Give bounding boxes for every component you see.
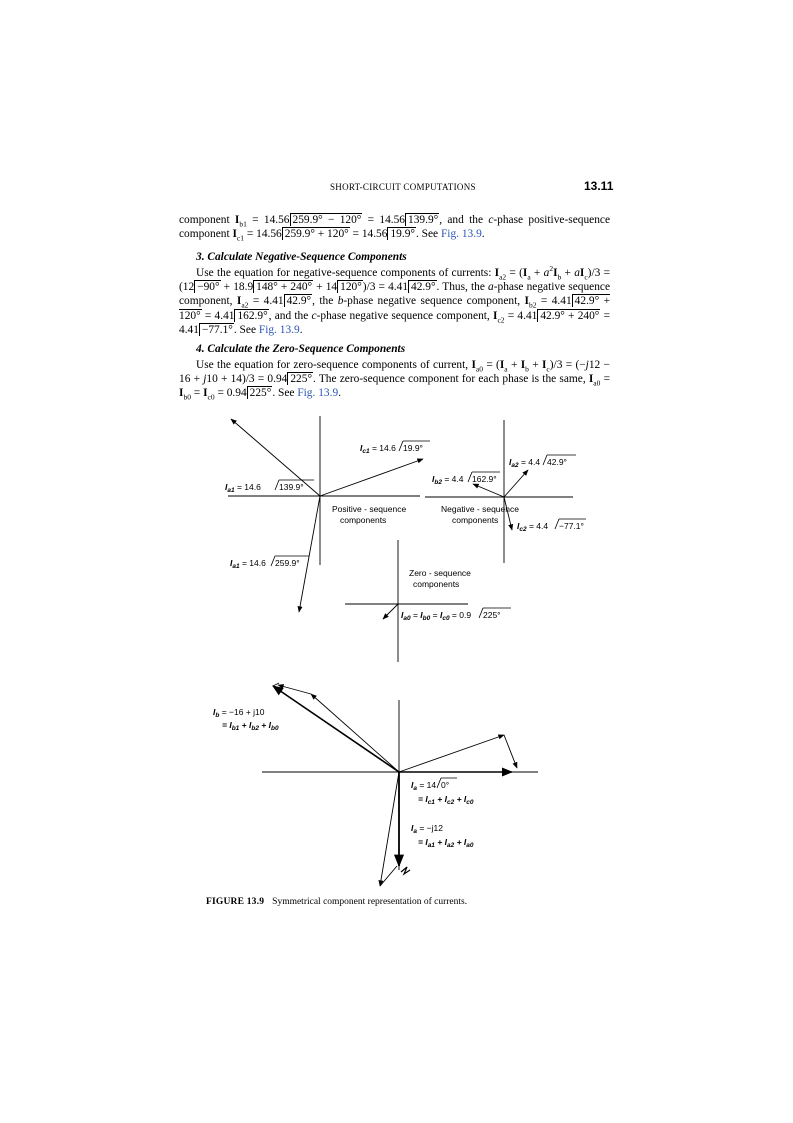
symbol: I <box>541 359 547 371</box>
angle-value: 162.9° <box>234 309 268 322</box>
angle-value: −77.1° <box>199 323 234 336</box>
label-subscript: b2 <box>434 479 442 486</box>
text-run: + <box>561 267 575 279</box>
page-number: 13.11 <box>584 179 614 193</box>
text-run: -phase negative sequence component, <box>343 295 525 308</box>
symbol: I <box>236 295 242 308</box>
label-ib-sum <box>222 720 279 732</box>
text-run: , the <box>312 295 338 308</box>
text-run: = 14.56 <box>349 228 388 241</box>
label-symbol: = I <box>418 837 428 847</box>
subscript: c2 <box>497 314 505 324</box>
text-run: component <box>179 214 235 226</box>
italic-letter: a <box>574 267 580 279</box>
subscript: c1 <box>236 233 244 243</box>
label-value: = −j12 <box>417 823 443 833</box>
label-ia-sum <box>418 794 474 806</box>
italic-letter: c <box>488 214 494 226</box>
label-subscript: b2 <box>251 725 259 732</box>
label-ib2-angle: 162.9° <box>472 474 497 484</box>
label-symbol: I <box>411 823 414 833</box>
label-zero-angle: 225° <box>483 610 501 620</box>
label-subscript: b0 <box>422 615 431 622</box>
angle-value: 19.9° <box>387 227 416 240</box>
label-symbol: I <box>517 521 520 531</box>
label-subscript: c2 <box>446 799 455 806</box>
ib1-phasor <box>299 496 320 612</box>
label-zero-sequence <box>401 610 471 622</box>
angle-value: 259.9° − 120° <box>290 213 363 226</box>
neg-caption-line2: components <box>452 515 499 525</box>
text-run: + 18.9 <box>220 281 254 294</box>
symbol: I <box>232 228 237 241</box>
zero-tip-mark <box>401 867 410 874</box>
label-symbol: I <box>509 457 512 467</box>
symbol: I <box>499 359 505 371</box>
label-symbol: I <box>432 474 435 484</box>
subscript: b <box>557 272 562 282</box>
label-symbol: I <box>411 780 414 790</box>
resultant-diagram <box>262 683 538 886</box>
label-subscript: a0 <box>466 842 474 849</box>
ic1-phasor <box>320 459 423 496</box>
text-run: )/3 = 4.41 <box>362 281 409 294</box>
zero-caption-line2: components <box>413 579 460 589</box>
label-symbol: + I <box>239 720 252 730</box>
label-value: = <box>410 610 421 620</box>
label-symbol: + I <box>454 794 467 804</box>
angle-value: 120° <box>337 280 363 293</box>
label-subscript: c0 <box>442 615 450 622</box>
label-value: = 14.6 <box>239 558 266 568</box>
italic-letter: j <box>203 373 207 386</box>
figure-caption <box>206 897 467 907</box>
text-run: . <box>481 228 485 241</box>
label-subscript: a1 <box>227 487 235 494</box>
zero-caption-line1: Zero - sequence <box>409 568 471 578</box>
italic-letter: j <box>585 359 589 371</box>
symbol: I <box>522 267 528 279</box>
label-subscript: b <box>215 712 220 719</box>
subscript: b2 <box>528 300 537 310</box>
label-symbol: + I <box>258 720 271 730</box>
label-value: = 4.4 <box>518 457 541 467</box>
symbol: I <box>588 373 594 386</box>
figure-link[interactable]: Fig. 13.9 <box>440 228 482 241</box>
text-run: , and the <box>439 214 489 226</box>
neg-caption-line1: Negative - sequence <box>441 504 519 514</box>
ia1-component <box>399 735 504 772</box>
symbol: I <box>203 387 208 400</box>
angle-value: 225° <box>247 386 273 399</box>
label-ib1-angle: 259.9° <box>275 558 300 568</box>
label-ic1 <box>360 443 396 455</box>
angle-value: 42.9° <box>408 280 437 293</box>
text-run: = 0.94 <box>214 387 247 400</box>
label-symbol: I <box>360 443 363 453</box>
subscript: c0 <box>207 392 215 402</box>
caption-text: Symmetrical component representation of currents. <box>272 897 468 907</box>
label-ic2 <box>517 521 548 533</box>
subscript: a0 <box>475 364 483 374</box>
negative-sequence-diagram <box>425 420 573 563</box>
text-run: + <box>507 359 521 371</box>
label-symbol: I <box>225 482 228 492</box>
label-subscript: c1 <box>427 799 435 806</box>
text-run: = 14.56 <box>362 214 406 226</box>
label-subscript: b0 <box>271 725 279 732</box>
label-symbol: = I <box>222 720 232 730</box>
subscript: b1 <box>239 219 247 229</box>
text-run: = 4.41 <box>536 295 572 308</box>
label-value: = 14 <box>417 780 437 790</box>
label-ia-resultant <box>411 780 436 792</box>
angle-value: 42.9° <box>284 294 313 307</box>
ib-resultant-phasor <box>273 686 399 772</box>
label-ia2 <box>509 457 540 469</box>
label-subscript: a <box>413 828 417 835</box>
text-run: = 14.56 <box>246 214 290 226</box>
angle-value: 225° <box>287 372 313 385</box>
ia2-phasor <box>504 470 528 497</box>
label-symbol: I <box>230 558 233 568</box>
text-run: )/3 = (− <box>549 359 586 371</box>
label-subscript: a0 <box>403 615 411 622</box>
caption-label: FIGURE 13.9 <box>206 897 265 907</box>
text-run: = 4.41 <box>248 295 284 308</box>
label-subscript: a2 <box>511 462 519 469</box>
label-symbol: I <box>439 610 443 620</box>
italic-letter: a <box>488 281 494 294</box>
text-run: = ( <box>483 359 500 371</box>
text-run: -phase negative sequence component, <box>179 281 611 308</box>
text-run: -phase negative sequence component, <box>316 309 493 322</box>
label-value: = −16 + j10 <box>219 707 265 717</box>
symbol: I <box>234 214 240 226</box>
angle-value: 259.9° + 120° <box>282 227 350 240</box>
text-run: , and the <box>268 309 312 322</box>
label-value: = 14.6 <box>234 482 261 492</box>
symbol: I <box>493 309 498 322</box>
symbol: I <box>579 267 585 279</box>
label-subscript: a1 <box>232 563 240 570</box>
label-value: = <box>430 610 440 620</box>
subscript: a2 <box>241 300 249 310</box>
label-ic1-angle: 19.9° <box>403 443 423 453</box>
text-run: 12 − 16 + <box>179 359 610 386</box>
ib1-component <box>311 694 399 772</box>
subscript: b0 <box>183 392 191 402</box>
text-run: . <box>299 323 303 336</box>
figure-link[interactable]: Fig. 13.9 <box>297 387 339 400</box>
label-ic-sum <box>418 837 474 849</box>
symbol: I <box>553 267 558 279</box>
text-run: = ( <box>506 267 523 279</box>
step4-heading: 4. Calculate the Zero-Sequence Components <box>196 343 406 355</box>
subscript: a <box>504 364 508 374</box>
angle-value: 42.9° + 120° <box>179 295 610 322</box>
subscript: a0 <box>593 378 601 388</box>
italic-letter: b <box>337 295 344 308</box>
label-subscript: a <box>413 785 417 792</box>
label-ic-resultant <box>411 823 443 835</box>
text-run: 10 + 14)/3 = 0.94 <box>206 373 288 386</box>
label-value: = 4.4 <box>526 521 549 531</box>
ic1-component <box>380 772 399 886</box>
italic-letter: a <box>543 267 550 279</box>
label-symbol: = I <box>418 794 428 804</box>
text-run: = 4.41 <box>504 309 538 322</box>
superscript: 2 <box>549 264 554 274</box>
text-run: + <box>530 267 544 279</box>
label-ib1 <box>230 558 266 570</box>
step3-heading: 3. Calculate Negative-Sequence Components <box>196 251 407 263</box>
label-subscript: a2 <box>446 842 455 849</box>
pos-caption-line2: components <box>340 515 387 525</box>
label-symbol: + I <box>434 794 447 804</box>
text-run: . See <box>415 228 441 241</box>
angle-value: 42.9° + 240° <box>537 309 600 322</box>
text-run: -phase positive-sequence component <box>179 214 611 241</box>
zero-sequence-diagram <box>345 540 468 662</box>
text-run: = 4.41 <box>179 309 610 336</box>
angle-value: 148° + 240° <box>253 280 313 293</box>
label-value: = 14.6 <box>369 443 396 453</box>
label-subscript: a1 <box>427 842 435 849</box>
text-run: . See <box>233 323 259 336</box>
ib2-phasor <box>473 484 504 497</box>
text-run: . <box>338 387 341 400</box>
label-symbol: I <box>420 610 423 620</box>
symbol: I <box>179 387 184 400</box>
symbol: I <box>471 359 476 371</box>
ib0-component <box>273 683 279 686</box>
label-symbol: + I <box>434 837 447 847</box>
text-run: = <box>600 373 611 386</box>
label-subscript: c1 <box>362 448 370 455</box>
text-run: = 14.56 <box>244 228 282 241</box>
subscript: c <box>584 272 588 282</box>
text-run: + <box>528 359 542 371</box>
subscript: c <box>546 364 550 374</box>
symbol: I <box>524 295 529 308</box>
italic-letter: c <box>311 309 317 322</box>
label-ia1 <box>225 482 261 494</box>
label-symbol: I <box>213 707 216 717</box>
figure-link[interactable]: Fig. 13.9 <box>258 323 300 336</box>
label-value: = 0.9 <box>449 610 472 620</box>
label-ia2-angle: 42.9° <box>547 457 567 467</box>
symbol: I <box>520 359 526 371</box>
text-run: . Thus, the <box>436 281 489 294</box>
label-subscript: c0 <box>466 799 474 806</box>
angle-value: −90° <box>194 280 220 293</box>
label-ic2-angle: −77.1° <box>559 521 584 531</box>
label-subscript: c2 <box>519 526 527 533</box>
pos-caption-line1: Positive - sequence <box>332 504 407 514</box>
ia2-component <box>504 735 517 768</box>
running-head: SHORT-CIRCUIT COMPUTATIONS <box>330 182 476 192</box>
angle-value: 139.9° <box>405 213 439 226</box>
label-symbol: + I <box>454 837 467 847</box>
text-run: )/3 = (12 <box>179 267 610 294</box>
symbol: I <box>494 267 500 279</box>
text-run: . See <box>272 387 298 400</box>
text-run: Use the equation for negative-sequence components of currents: <box>196 267 495 279</box>
subscript: a <box>527 272 531 282</box>
text-run: = 4.41 <box>201 309 235 322</box>
text-run: = <box>190 387 204 400</box>
label-symbol: I <box>401 610 404 620</box>
zero-phasor <box>383 604 398 619</box>
text-run: Use the equation for zero-sequence components of current, <box>196 359 472 371</box>
label-subscript: b1 <box>231 725 240 732</box>
label-ib2 <box>432 474 464 486</box>
label-ib-resultant <box>213 707 265 719</box>
label-ia1-angle: 139.9° <box>279 482 304 492</box>
subscript: b <box>525 364 529 374</box>
label-value: = 4.4 <box>441 474 464 484</box>
text-run: + 14 <box>313 281 338 294</box>
label-ia-angle: 0° <box>441 780 450 790</box>
text-run: . The zero-sequence component for each phase is the same, <box>313 373 589 386</box>
subscript: a2 <box>499 272 507 282</box>
